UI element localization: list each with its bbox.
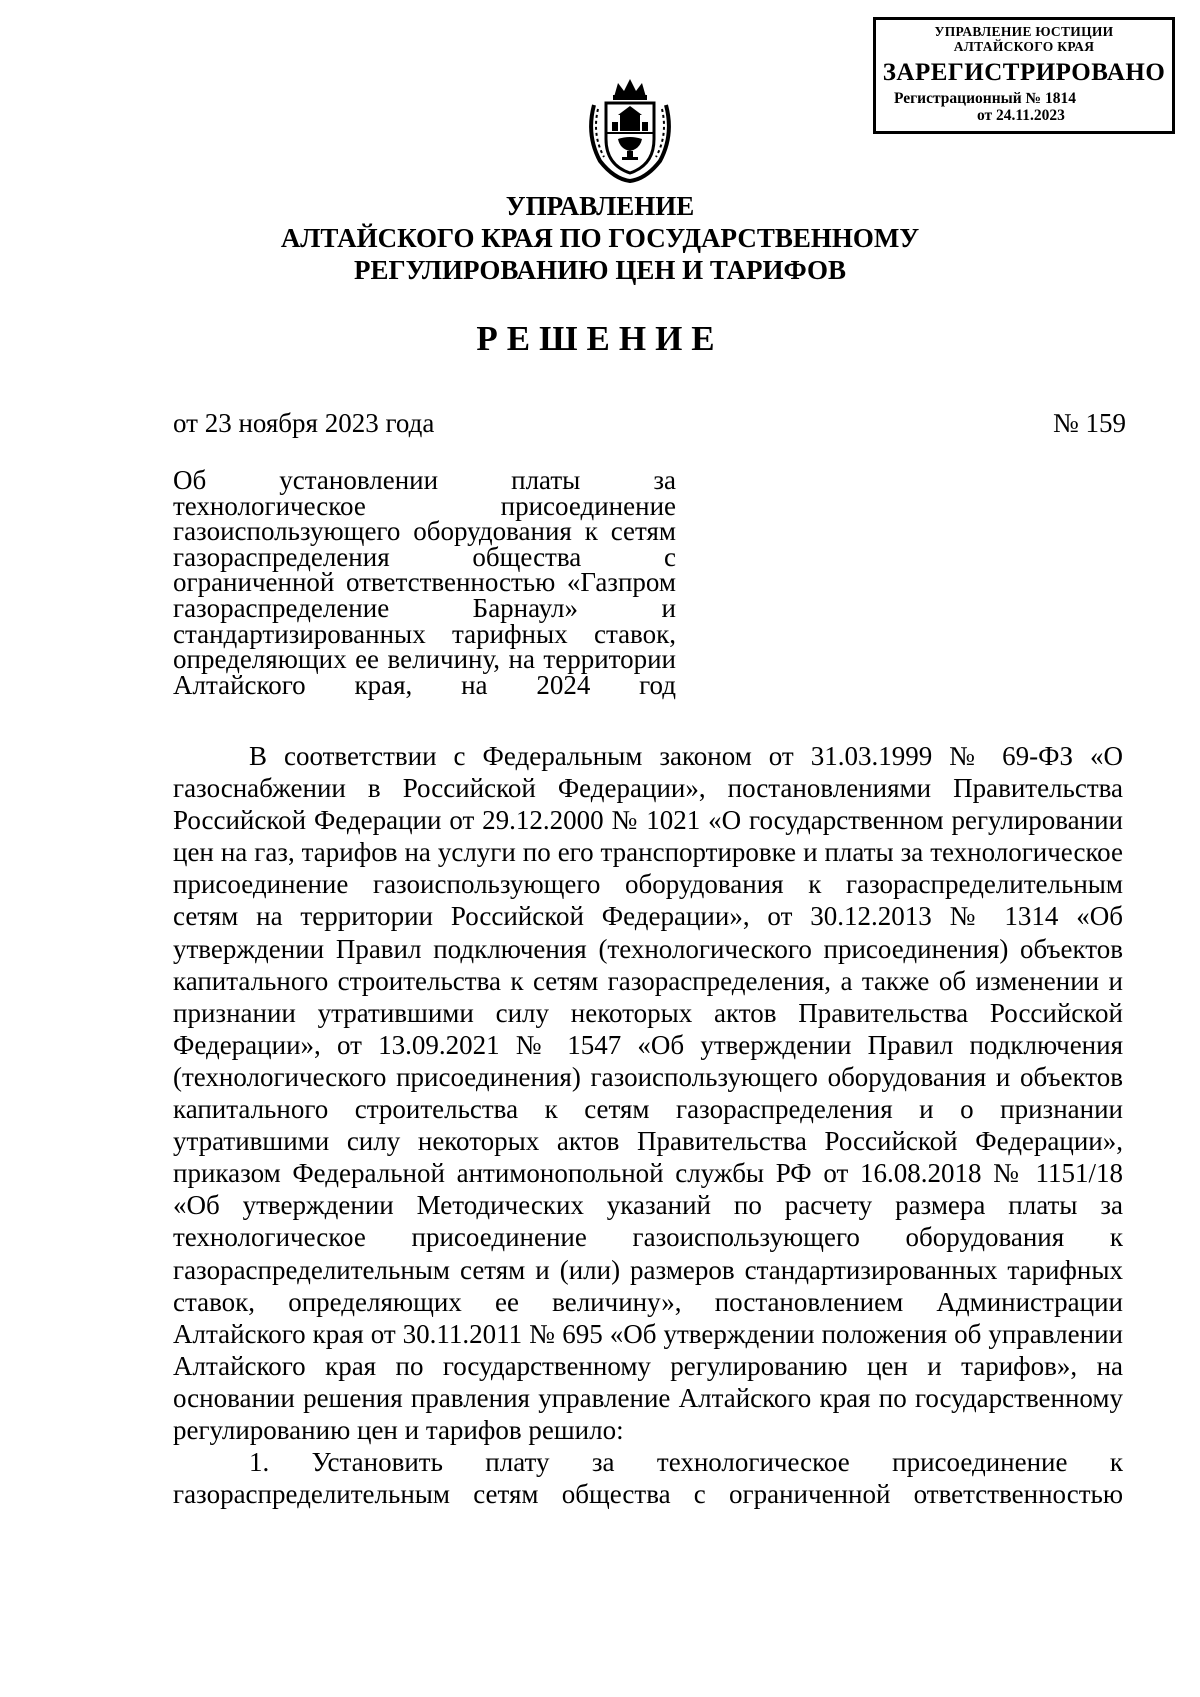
document-subject: Об установлении платы за технологическое присоединение газоиспользующего оборудования к сетям газораспределения общества с ограниченной ответственностью «Газпром газораспределение Барнаул» и стандартизированных тарифных ставок, определяющих ее величину, на территории Алтайского края, на 2024 год [173, 465, 676, 700]
authority-line2: АЛТАЙСКОГО КРАЯ ПО ГОСУДАРСТВЕННОМУ [280, 223, 920, 253]
item-1-paragraph: 1. Установить плату за технологическое присоединение к газораспределительным сетям общества с ограниченной ответственностью [173, 1447, 1123, 1510]
authority-line1: УПРАВЛЕНИЕ [505, 191, 695, 221]
document-type-heading: РЕШЕНИЕ [476, 319, 724, 358]
stamp-authority-line2: АЛТАЙСКОГО КРАЯ [953, 39, 1095, 54]
stamp-reg-number: Регистрационный № 1814 [894, 90, 1076, 107]
preamble-paragraph: В соответствии с Федеральным законом от 31.03.1999 № 69-ФЗ «О газоснабжении в Российской Федерации», постановлениями Правительства Российской Федерации от 29.12.2000 № 1021 «О государственном регулировании цен на газ, тарифов на услуги по его транспортировке и платы за технологическое присоединение газоиспользующего оборудования к газораспределительным сетям на территории Российской Федерации», от 30.12.2013 № 1314 «Об утверждении Правил подключения (технологического присоединения) объектов капитального строительства к сетям газораспределения, а также об изменении и признании утратившими силу некоторых актов Правительства Российской Федерации», от 13.09.2021 № 1547 «Об утверждении Правил подключения (технологического присоединения) газоиспользующего оборудования и объектов капитального строительства к сетям газораспределения и о признании утратившими силу некоторых актов Правительства Российской Федерации», приказом Федеральной антимонопольной службы РФ от 16.08.2018 № 1151/18 «Об утверждении Методических указаний по расчету размера платы за технологическое присоединение газоиспользующего оборудования к газораспределительным сетям и (или) размеров стандартизированных тарифных ставок, определяющих ее величину», постановлением Администрации Алтайского края от 30.11.2011 № 695 «Об утверждении положения об управлении Алтайского края по государственному регулированию цен и тарифов», на основании решения правления управление Алтайского края по государственному регулированию цен и тарифов решило: [173, 741, 1123, 1445]
issuing-authority [0, 190, 1200, 286]
document-number: № 159 [1053, 408, 1127, 438]
registration-stamp [873, 17, 1175, 134]
authority-line3: РЕГУЛИРОВАНИЮ ЦЕН И ТАРИФОВ [353, 255, 847, 285]
stamp-status: ЗАРЕГИСТРИРОВАНО [882, 59, 1166, 86]
stamp-reg-date: от 24.11.2023 [977, 107, 1065, 124]
document-date: от 23 ноября 2023 года [173, 408, 435, 438]
document-body [173, 740, 1123, 1510]
altai-krai-coat-of-arms-icon [584, 75, 676, 183]
stamp-authority-line1: УПРАВЛЕНИЕ ЮСТИЦИИ [934, 24, 1114, 39]
